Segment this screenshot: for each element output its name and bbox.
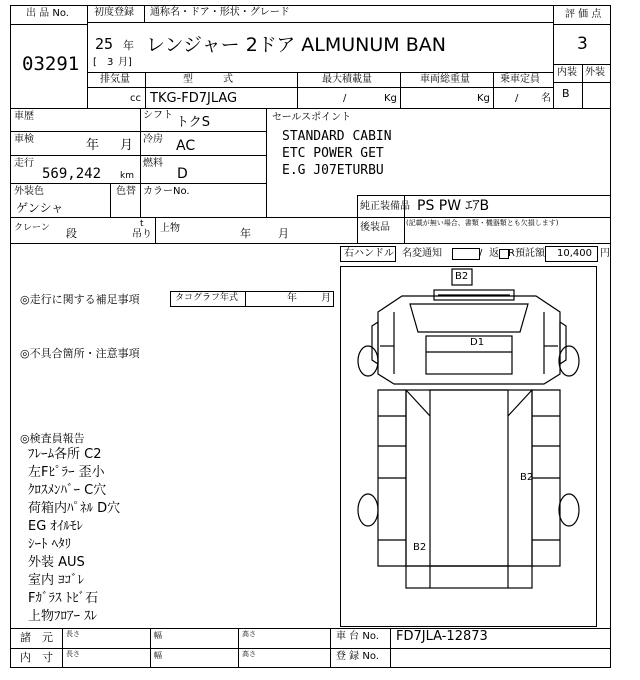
equipment-label: 純正装備品 xyxy=(360,201,410,212)
inspector-item: Fｶﾞﾗｽ ﾄﾋﾞ石 xyxy=(28,591,99,606)
history-label: 車歴 xyxy=(14,111,34,122)
truck-diagram xyxy=(340,266,597,627)
gvw-label: 車両総重量 xyxy=(420,74,470,85)
dims-label: 諸 元 xyxy=(20,631,53,644)
recycle-unit: 円 xyxy=(600,248,610,259)
diagram-mark-left: B2 xyxy=(413,542,427,553)
inspection-label: 車検 xyxy=(14,134,34,145)
fuel-label: 燃料 xyxy=(143,158,163,169)
registration-month: 3 xyxy=(107,57,114,68)
length-label: 長さ xyxy=(66,650,80,658)
inspector-item: 左Fﾋﾟﾗｰ 歪小 xyxy=(28,465,105,480)
chassis-label: 車 台 No. xyxy=(336,631,379,642)
crane-hang: 吊り xyxy=(132,229,152,240)
gvw-unit: Kg xyxy=(477,93,490,104)
car-name: レンジャー 2ドア ALMUNUM BAN xyxy=(146,34,446,56)
aircon-value: AC xyxy=(176,138,196,154)
inspector-item: ｸﾛｽﾒﾝﾊﾞｰ C穴 xyxy=(28,483,107,498)
inspection-year-unit: 年 xyxy=(86,138,100,153)
color-value: ゲンシャ xyxy=(16,201,64,215)
lift-label: 上物 xyxy=(160,223,180,234)
name-change-label: 名変通知 xyxy=(402,248,442,259)
height-label: 高さ xyxy=(242,630,256,638)
supplement-label: ◎走行に関する補足事項 xyxy=(20,293,140,306)
sales-point-label: セールスポイント xyxy=(272,112,352,123)
shift-label: シフト xyxy=(143,110,173,121)
month-open: [ xyxy=(93,57,97,68)
inspector-item: 荷箱内ﾊﾟﾈﾙ D穴 xyxy=(28,501,121,516)
shift-value: トクS xyxy=(176,115,210,130)
tacho-year: 年 xyxy=(287,293,297,304)
aftermarket-label: 後装品 xyxy=(360,222,390,233)
capacity-label: 乗車定員 xyxy=(500,74,540,85)
registration-label: 初度登録 xyxy=(94,7,134,18)
aftermarket-note: (記載が無い場合、書類・機器類とも欠損します) xyxy=(406,219,559,227)
inspector-label: ◎検査員報告 xyxy=(20,432,85,445)
displacement-label: 排気量 xyxy=(100,74,130,85)
inspector-item: 外装 AUS xyxy=(28,555,85,570)
delivery-label: 返 xyxy=(489,248,499,259)
color-change-label: 色替 xyxy=(116,186,136,197)
lot-number: 03291 xyxy=(22,53,80,75)
crane-stage: 段 xyxy=(66,227,77,240)
diagram-mark-cab: D1 xyxy=(470,337,485,348)
inner-dims-label: 内 寸 xyxy=(20,651,53,664)
inspection-month-unit: 月 xyxy=(120,138,134,153)
color-label: 外装色 xyxy=(14,186,44,197)
tacho-label: タコグラフ年式 xyxy=(175,293,239,303)
inspector-item: ｼｰﾄ ﾍﾀﾘ xyxy=(28,537,72,552)
lot-label: 出 品 No. xyxy=(26,8,69,19)
length-label: 長さ xyxy=(66,630,80,638)
mileage-label: 走行 xyxy=(14,158,34,169)
lift-year: 年 xyxy=(240,227,251,240)
steering-value: 右ハンドル xyxy=(344,248,394,259)
month-unit: 月] xyxy=(118,57,132,68)
color-code-label: カラーNo. xyxy=(143,186,190,197)
max-load-unit: Kg xyxy=(384,93,397,104)
diagram-mark-right: B2 xyxy=(520,472,534,483)
recycle-label: R預託額 xyxy=(508,248,545,259)
mileage-value: 569,242 xyxy=(42,166,102,182)
name-change-checkbox[interactable] xyxy=(452,248,483,260)
year-unit: 年 xyxy=(123,39,134,52)
score-label: 評 価 点 xyxy=(565,9,602,20)
fuel-value: D xyxy=(177,166,188,182)
diagram-mark-front: B2 xyxy=(455,271,469,282)
recycle-value: 10,400 xyxy=(557,248,592,259)
displacement-unit: cc xyxy=(130,93,141,104)
inspector-item: EG ｵｲﾙﾓﾚ xyxy=(28,519,83,534)
model-value: TKG-FD7JLAG xyxy=(150,91,238,106)
registration-no-label: 登 録 No. xyxy=(336,651,379,662)
aircon-label: 冷房 xyxy=(143,134,163,145)
capacity-unit: 名 xyxy=(541,93,551,104)
crane-label: クレーン xyxy=(14,223,50,233)
inspector-item: 室内 ﾖｺﾞﾚ xyxy=(28,573,85,588)
crane-ton: t xyxy=(140,219,144,229)
exterior-label: 外装 xyxy=(585,67,605,78)
interior-score: B xyxy=(562,87,570,100)
max-load-label: 最大積載量 xyxy=(322,74,372,85)
registration-year: 25 xyxy=(95,35,114,53)
sales-point-line: E.G J07ETURBU xyxy=(282,163,384,178)
equipment-value: PS PW ｴｱB xyxy=(417,198,490,214)
sales-point-line: ETC POWER GET xyxy=(282,146,384,161)
capacity-value: / xyxy=(515,93,519,104)
width-label: 幅 xyxy=(154,651,162,660)
width-label: 幅 xyxy=(154,631,162,640)
chassis-value: FD7JLA-12873 xyxy=(396,629,488,644)
max-load-value: / xyxy=(343,93,347,104)
inspector-item: ﾌﾚｰﾑ各所 C2 xyxy=(28,447,102,462)
name-label: 通称名・ドア・形状・グレード xyxy=(150,7,290,18)
tacho-month: 月 xyxy=(321,293,331,304)
defect-label: ◎不具合箇所・注意事項 xyxy=(20,347,140,360)
sales-point-line: STANDARD CABIN xyxy=(282,129,392,144)
height-label: 高さ xyxy=(242,650,256,658)
slash: / xyxy=(479,248,483,259)
interior-label: 内装 xyxy=(557,67,577,78)
model-label: 型 式 xyxy=(183,74,233,85)
inspector-item: 上物ﾌﾛｱｰ ｽﾚ xyxy=(28,609,98,624)
mileage-unit: km xyxy=(120,171,134,181)
lift-month: 月 xyxy=(278,227,289,240)
score-value: 3 xyxy=(577,34,588,54)
